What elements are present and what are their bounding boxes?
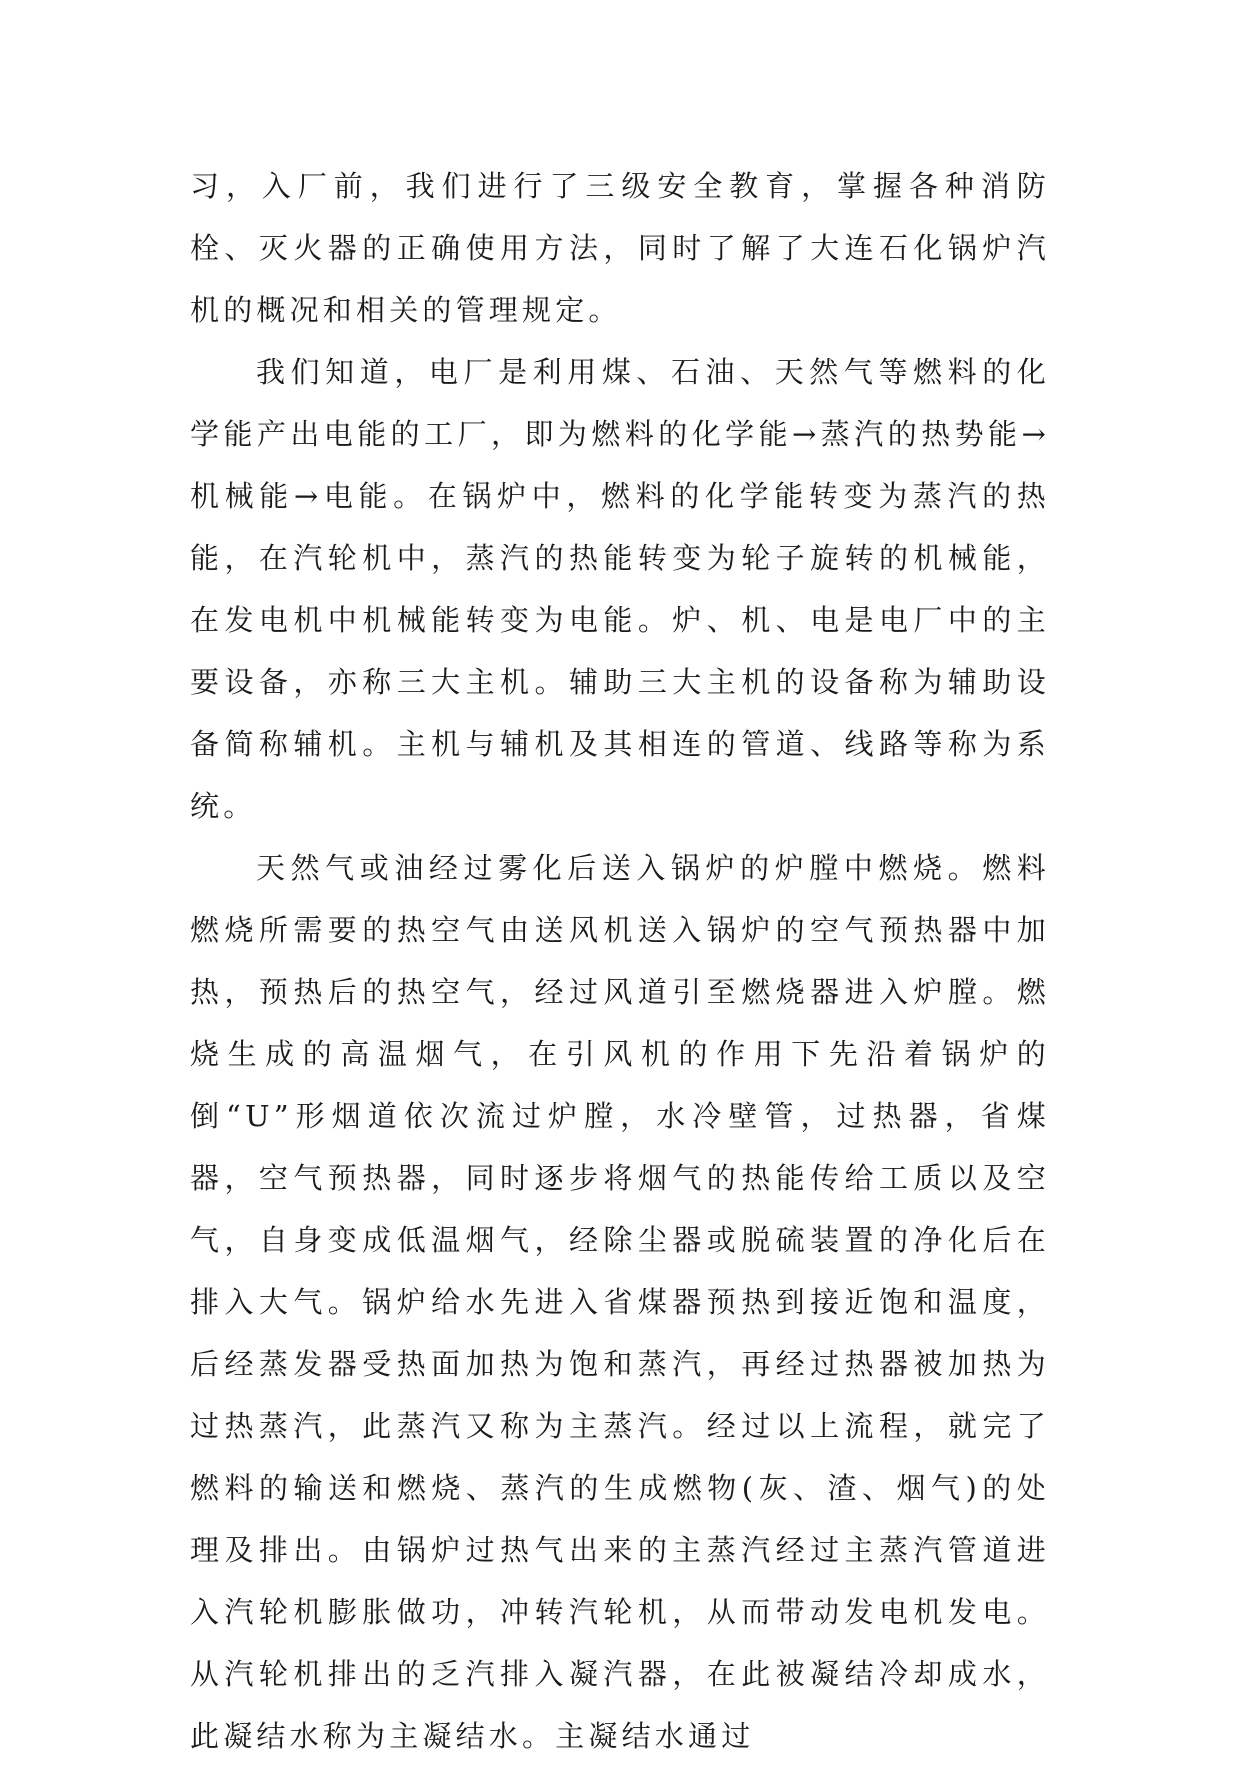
- paragraph-boiler-process: 天然气或油经过雾化后送入锅炉的炉膛中燃烧。燃料燃烧所需要的热空气由送风机送入锅炉的空气预热器中加热，预热后的热空气，经过风道引至燃烧器进入炉膛。燃烧生成的高温烟气，在引风机的作用下先沿着锅炉的倒“U”形烟道依次流过炉膛，水冷壁管，过热器，省煤器，空气预热器，同时逐步将烟气的热能传给工质以及空气，自身变成低温烟气，经除尘器或脱硫装置的净化后在排入大气。锅炉给水先进入省煤器预热到接近饱和温度，后经蒸发器受热面加热为饱和蒸汽，再经过热器被加热为过热蒸汽，此蒸汽又称为主蒸汽。经过以上流程，就完了燃料的输送和燃烧、蒸汽的生成燃物(灰、渣、烟气)的处理及排出。由锅炉过热气出来的主蒸汽经过主蒸汽管道进入汽轮机膨胀做功，冲转汽轮机，从而带动发电机发电。从汽轮机排出的乏汽排入凝汽器，在此被凝结冷却成水，此凝结水称为主凝结水。主凝结水通过: [190, 851, 1050, 1753]
- paragraph-continuation: 习，入厂前，我们进行了三级安全教育，掌握各种消防栓、灭火器的正确使用方法，同时了解了大连石化锅炉汽机的概况和相关的管理规定。: [190, 169, 1050, 327]
- paragraph-power-plant-overview: 我们知道，电厂是利用煤、石油、天然气等燃料的化学能产出电能的工厂，即为燃料的化学能→蒸汽的热势能→机械能→电能。在锅炉中，燃料的化学能转变为蒸汽的热能，在汽轮机中，蒸汽的热能转变为轮子旋转的机械能，在发电机中机械能转变为电能。炉、机、电是电厂中的主要设备，亦称三大主机。辅助三大主机的设备称为辅助设备简称辅机。主机与辅机及其相连的管道、线路等称为系统。: [190, 355, 1050, 823]
- body-text: [190, 155, 1050, 1767]
